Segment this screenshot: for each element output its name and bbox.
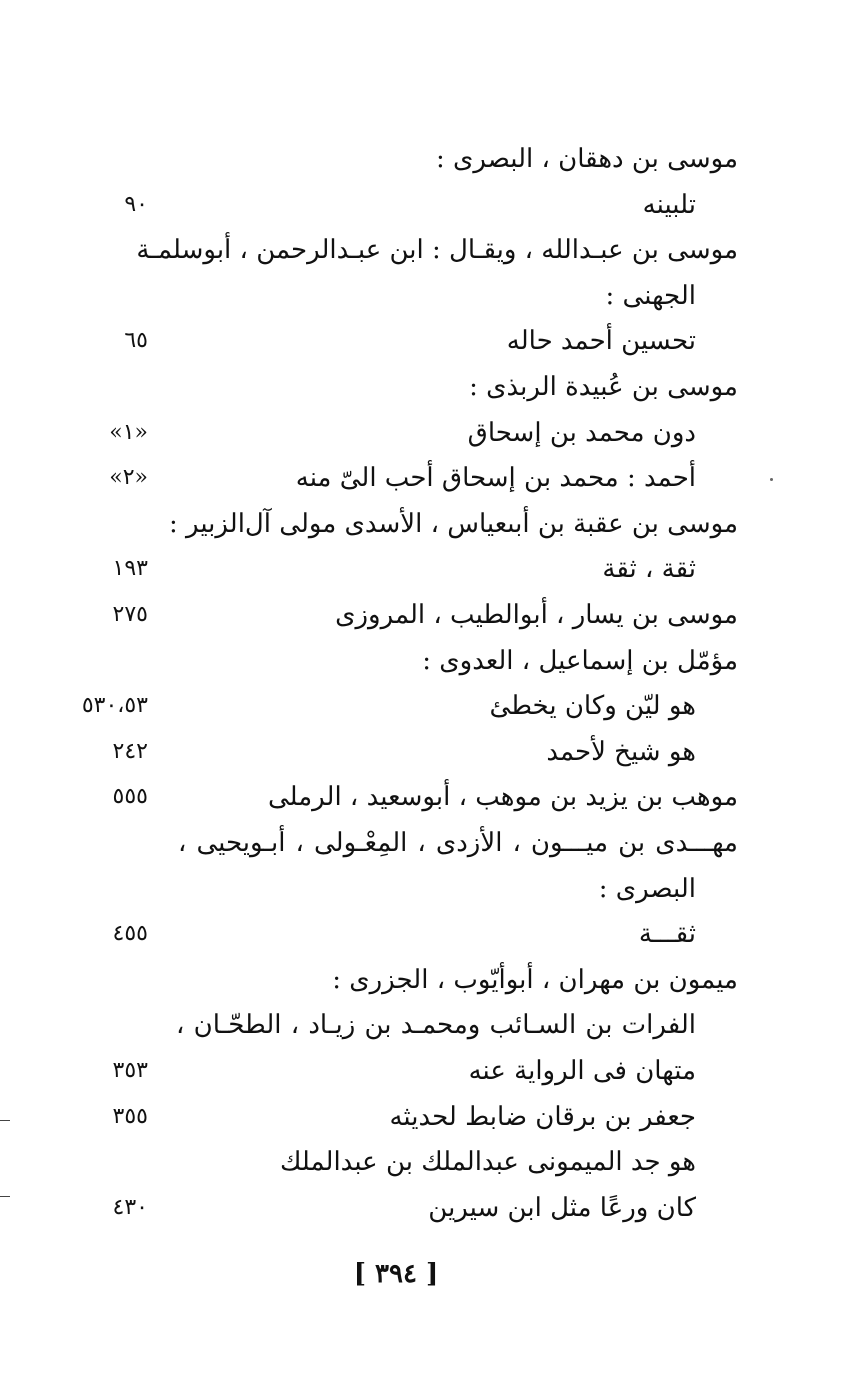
index-page-ref: ٥٥٥ [112, 784, 148, 809]
index-entry-heading: موسى بن عُبيدة الربذى : [469, 372, 738, 402]
scan-edge-mark [0, 1120, 10, 1121]
scan-edge-mark [0, 1196, 10, 1197]
scan-speck [770, 478, 773, 481]
index-subentry-text: الفرات بن السـائب ومحمـد بن زيـاد ، الطحّـان ، [176, 1010, 696, 1040]
index-page-ref: «١» [109, 420, 148, 445]
index-subentry-text: هو شيخ لأحمد [546, 737, 696, 767]
index-entry-heading: ميمون بن مهران ، أبوأيّوب ، الجزرى : [332, 965, 738, 995]
index-entry-heading: موسى بن عقبة بن أبىعياس ، الأسدى مولى آل‌الزبير : [168, 509, 738, 539]
index-page-ref: ٤٥٥ [112, 921, 148, 946]
index-entry-heading: موسى بن عبـدالله ، ويقـال : ابن عبـدالرحمن ، أبوسلمـة [136, 235, 738, 265]
index-subentry-text: الجهنى : [605, 281, 696, 311]
index-subentry-text: هو جد الميمونى عبدالملك بن عبدالملك [279, 1147, 696, 1177]
index-page-ref: ٥٣٠،٥٣ [81, 693, 148, 718]
index-subentry-text: ثقـــة [638, 919, 696, 949]
index-page-ref: ٣٥٣ [112, 1058, 148, 1083]
index-entry-heading: موسى بن دهقان ، البصرى : [435, 144, 738, 174]
page-number: [ ٣٩٤ ] [353, 1259, 439, 1289]
index-subentry-text: ثقة ، ثقة [602, 554, 696, 584]
index-subentry-text: متهان فى الرواية عنه [468, 1056, 696, 1086]
index-entry-heading: مؤمّل بن إسماعيل ، العدوى : [422, 646, 738, 676]
index-page-ref: ٢٤٢ [112, 739, 148, 764]
index-subentry-text: تحسين أحمد حاله [506, 326, 696, 356]
index-page-ref: ٤٣٠ [112, 1195, 148, 1220]
index-subentry-text: كان ورعًا مثل ابن سيرين [428, 1193, 696, 1223]
index-page-ref: «٢» [109, 465, 148, 490]
index-page-ref: ٣٥٥ [112, 1104, 148, 1129]
index-page-ref: ٩٠ [124, 192, 148, 217]
index-subentry-text: هو ليّن وكان يخطئ [489, 691, 696, 721]
index-entry-heading: مهـــدى بن ميـــون ، الأزدى ، المِعْـولى ، أبـويحيى ، [178, 828, 738, 858]
index-entry-heading: موسى بن يسار ، أبوالطيب ، المروزى [335, 600, 738, 630]
index-subentry-text: تلبينه [642, 190, 696, 220]
index-page-ref: ٦٥ [124, 328, 148, 353]
index-subentry-text: أحمد : محمد بن إسحاق أحب الىّ منه [295, 463, 696, 493]
index-page-ref: ١٩٣ [112, 556, 148, 581]
index-subentry-text: جعفر بن برقان ضابط لحديثه [389, 1102, 696, 1132]
index-page-ref: ٢٧٥ [112, 602, 148, 627]
index-entry-heading: موهب بن يزيد بن موهب ، أبوسعيد ، الرملى [267, 782, 738, 812]
index-subentry-text: البصرى : [598, 874, 696, 904]
index-subentry-text: دون محمد بن إسحاق [467, 418, 696, 448]
